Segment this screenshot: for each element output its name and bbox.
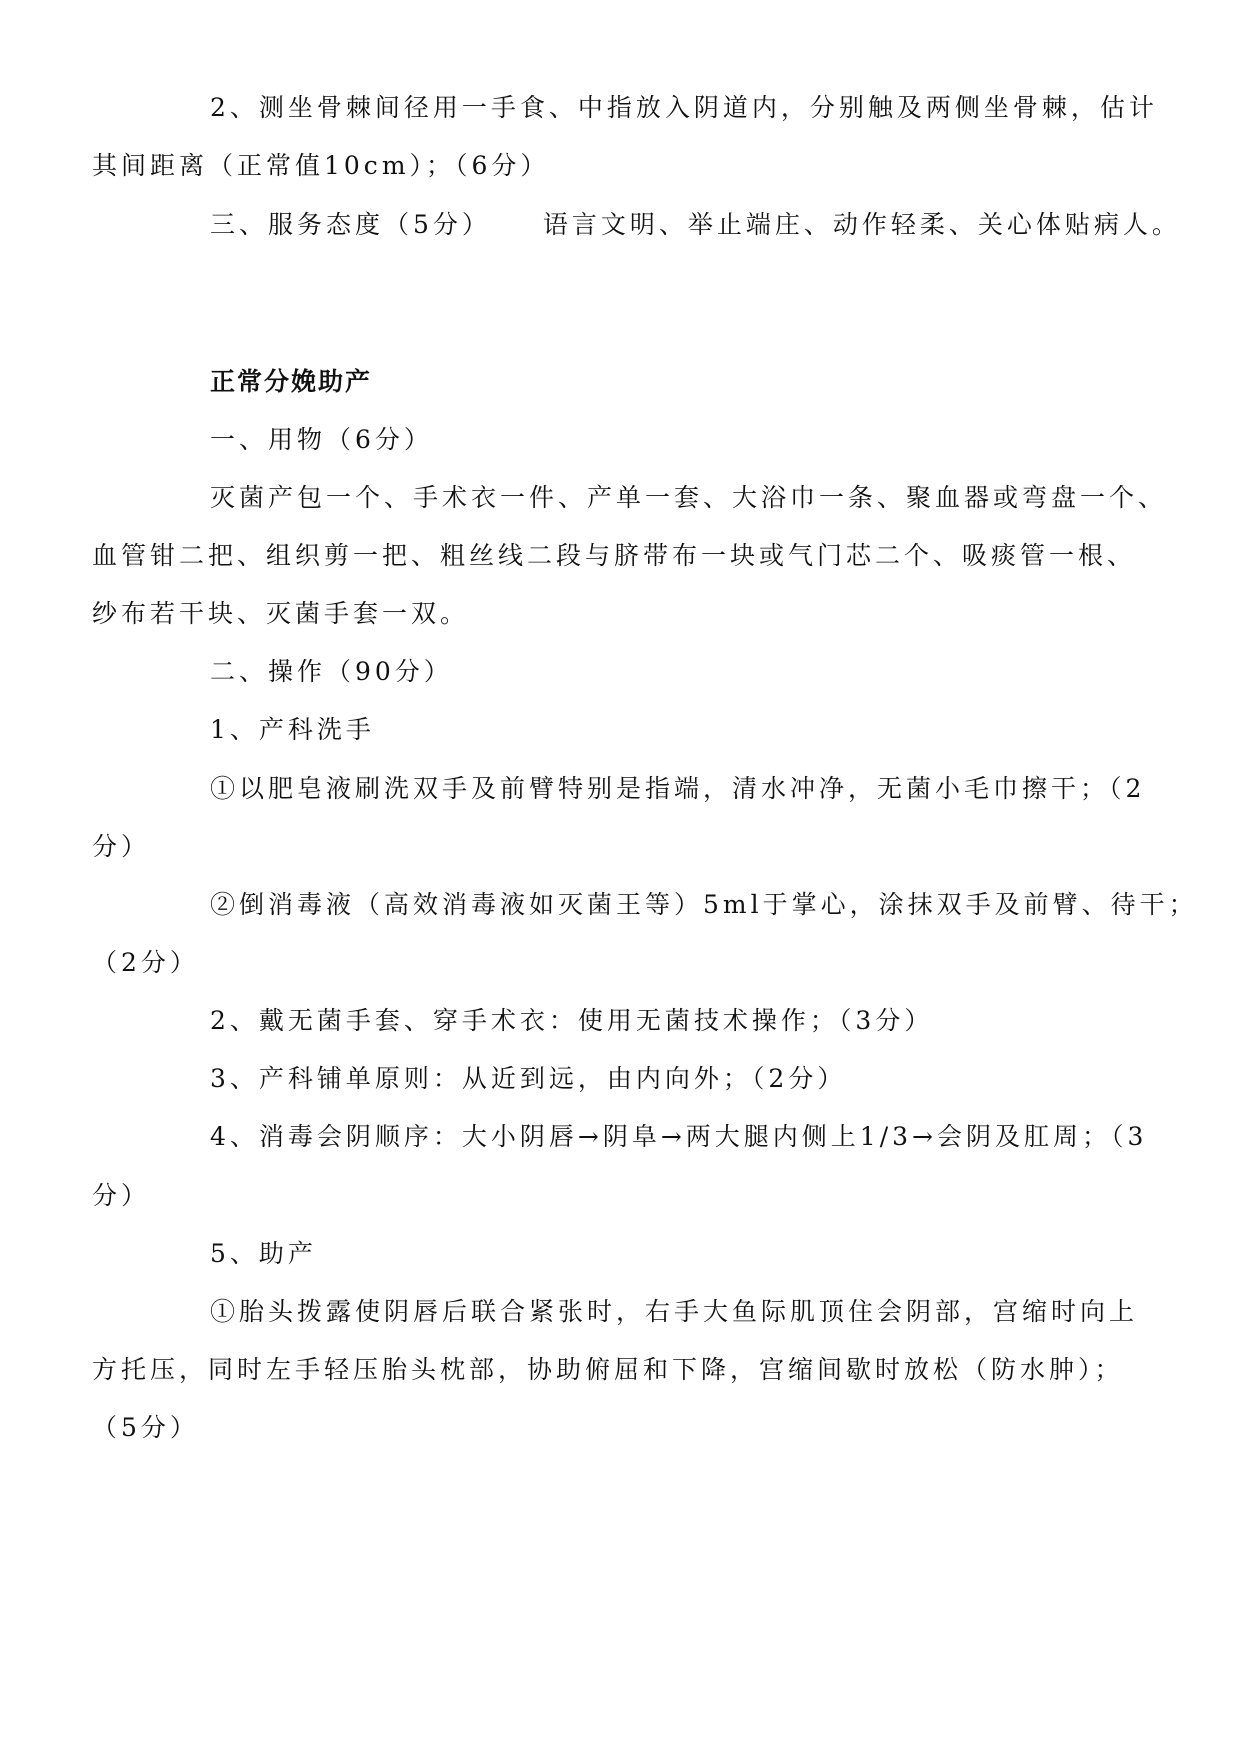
gloves-gown-step: 2、戴无菌手套、穿手术衣：使用无菌技术操作；（3分） xyxy=(210,1006,934,1035)
paragraph-line-2: 其间距离（正常值10cm）；（6分） xyxy=(92,151,550,180)
handwashing-step-1: ①以肥皂液刷洗双手及前臂特别是指端，清水冲净，无菌小毛巾擦干；（2 xyxy=(210,774,1146,803)
draping-step: 3、产科铺单原则：从近到远，由内向外；（2分） xyxy=(210,1064,847,1093)
service-attitude-line xyxy=(210,209,1181,241)
handwashing-step-2: ②倒消毒液（高效消毒液如灭菌王等）5ml于掌心，涂抹双手及前臂、待干； xyxy=(210,890,1198,919)
handwashing-step-1-score: 分） xyxy=(92,832,151,861)
delivery-step-1-line-1: ①胎头拨露使阴唇后联合紧张时，右手大鱼际肌顶住会阴部，宫缩时向上 xyxy=(210,1297,1139,1326)
supplies-line-1: 灭菌产包一个、手术衣一件、产单一套、大浴巾一条、聚血器或弯盘一个、 xyxy=(210,483,1168,512)
supplies-line-3: 纱布若干块、灭菌手套一双。 xyxy=(92,599,470,628)
paragraph-line-1: 2、测坐骨棘间径用一手食、中指放入阴道内，分别触及两侧坐骨棘，估计 xyxy=(210,93,1158,122)
delivery-step-1-score: （5分） xyxy=(92,1413,199,1442)
disinfection-step: 4、消毒会阴顺序：大小阴唇→阴阜→两大腿内侧上1/3→会阴及肛周；（3 xyxy=(210,1122,1148,1151)
operation-heading: 二、操作（90分） xyxy=(210,657,453,686)
handwashing-heading: 1、产科洗手 xyxy=(210,715,375,744)
section-heading: 正常分娩助产 xyxy=(210,367,373,396)
handwashing-step-2-score: （2分） xyxy=(92,948,199,977)
supplies-heading: 一、用物（6分） xyxy=(210,425,433,454)
service-attitude-text: 语言文明、举止端庄、动作轻柔、关心体贴病人。 xyxy=(542,210,1181,239)
delivery-heading: 5、助产 xyxy=(210,1239,317,1268)
delivery-step-1-line-2: 方托压，同时左手轻压胎头枕部，协助俯屈和下降，宫缩间歇时放松（防水肿）； xyxy=(92,1355,1124,1384)
supplies-line-2: 血管钳二把、组织剪一把、粗丝线二段与脐带布一块或气门芯二个、吸痰管一根、 xyxy=(92,541,1137,570)
disinfection-score: 分） xyxy=(92,1181,151,1210)
service-attitude-title: 三、服务态度（5分） xyxy=(210,210,491,239)
